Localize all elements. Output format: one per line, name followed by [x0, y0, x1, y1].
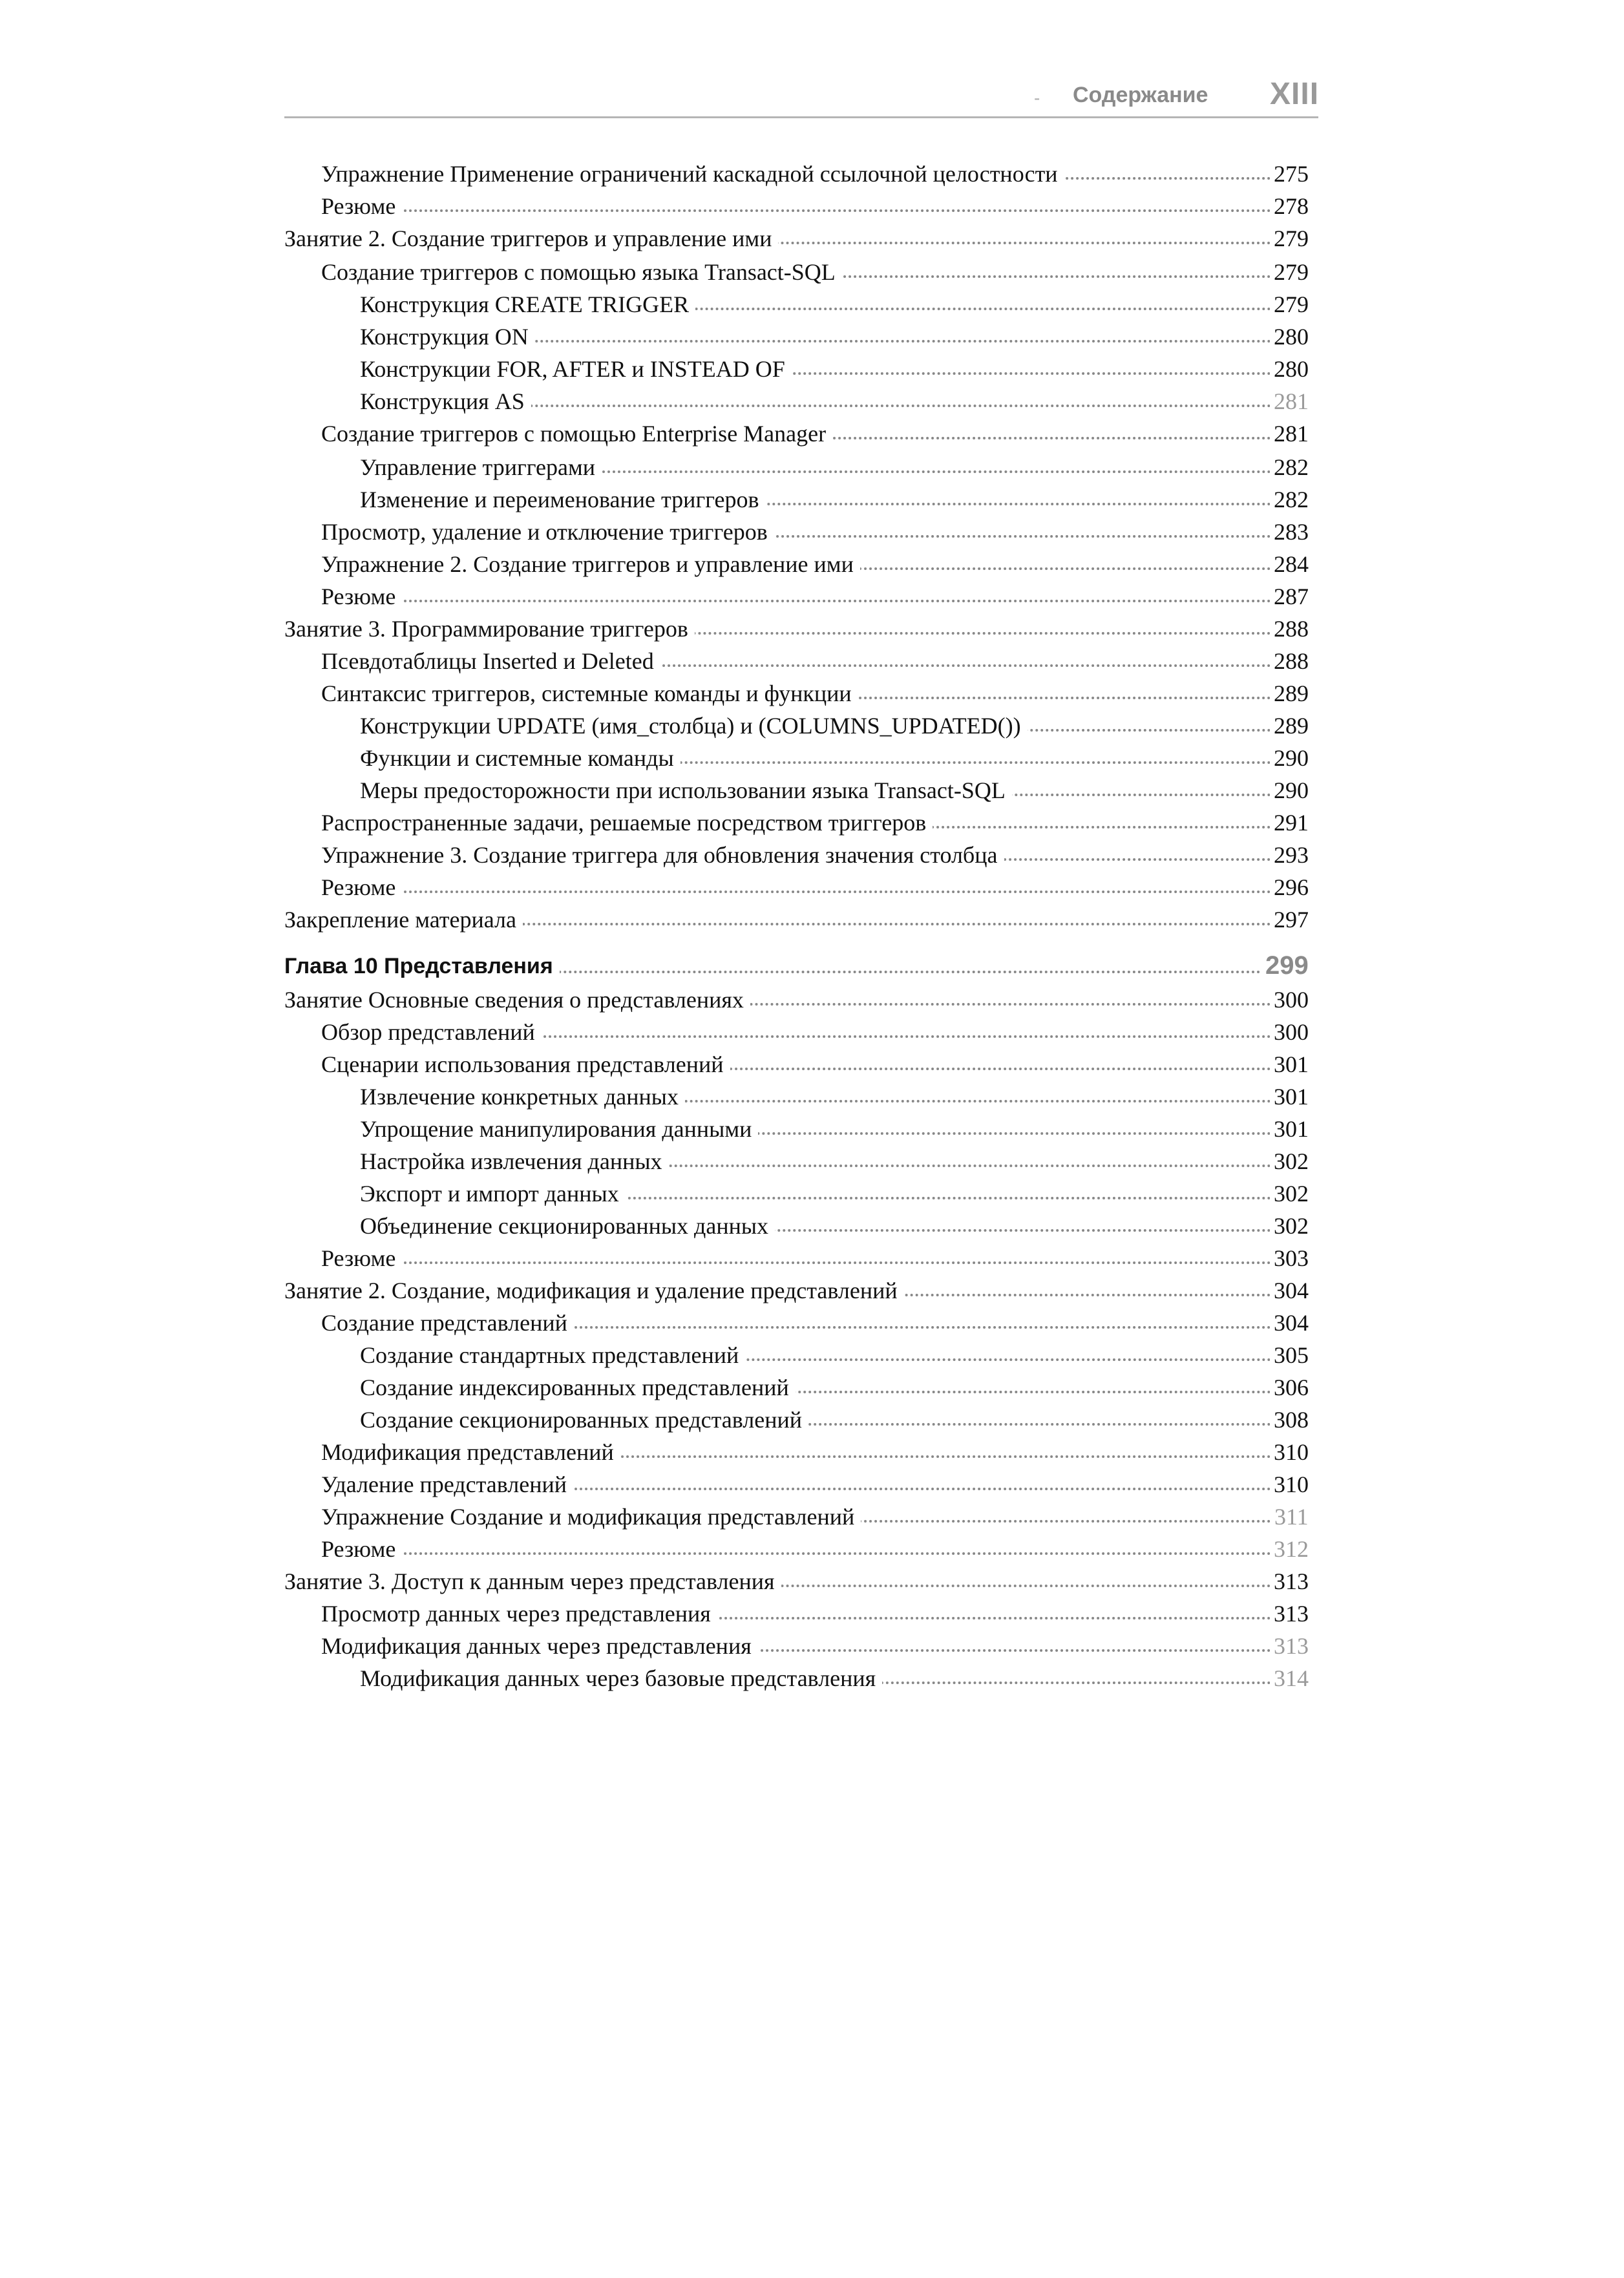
toc-row [0, 777, 1624, 809]
toc-page-number: 282 [1270, 454, 1309, 481]
toc-row [0, 323, 1624, 355]
toc-entry-title: Закрепление материала [284, 906, 523, 933]
toc-row [0, 291, 1624, 323]
toc-entry-title: Просмотр, удаление и отключение триггеров [321, 518, 774, 545]
toc-row [0, 225, 1624, 257]
toc-row [0, 258, 1624, 291]
toc-page-number: 296 [1270, 874, 1309, 901]
toc-row [0, 160, 1624, 193]
toc-entry-title: Синтаксис триггеров, системные команды и функции [321, 680, 858, 707]
toc-leader-dots [321, 1552, 1302, 1555]
toc-entry-title: Упражнение 3. Создание триггера для обновления значения столбца [321, 841, 1004, 869]
toc-entry-title: Упражнение Создание и модификация представлений [321, 1503, 861, 1530]
toc-page-number: 313 [1270, 1632, 1309, 1660]
toc-entry-title: Конструкция CREATE TRIGGER [360, 291, 695, 318]
running-header [284, 71, 1318, 123]
toc-page-number: 311 [1271, 1503, 1309, 1530]
toc-page-number: 279 [1270, 291, 1309, 318]
toc-entry-title: Упражнение 2. Создание триггеров и управление ими [321, 551, 860, 578]
toc-entry-title: Упрощение манипулирования данными [360, 1115, 758, 1143]
toc-entry-title: Извлечение конкретных данных [360, 1083, 685, 1110]
toc-page-number: 280 [1270, 323, 1309, 350]
toc-entry-title: Конструкция AS [360, 388, 531, 415]
toc-entry-title: Меры предосторожности при использовании языка Transact-SQL [360, 777, 1012, 804]
toc-row [0, 1665, 1624, 1697]
toc-entry-title: Объединение секционированных данных [360, 1212, 775, 1239]
toc-page-number: 289 [1270, 680, 1309, 707]
toc-entry-title: Занятие 2. Создание триггеров и управление ими [284, 225, 778, 252]
toc-page-number: 290 [1270, 777, 1309, 804]
toc-page-number: 306 [1270, 1374, 1309, 1401]
toc-page-number: 288 [1270, 615, 1309, 642]
toc-page-number: 284 [1270, 551, 1309, 578]
header-mark: - [1034, 88, 1040, 108]
toc-page-number: 279 [1270, 225, 1309, 252]
toc-page-number: 291 [1270, 809, 1309, 836]
toc-entry-title: Резюме [321, 874, 402, 901]
toc-page-number: 283 [1270, 518, 1309, 545]
toc-row [0, 1342, 1624, 1374]
toc-entry-title: Распространенные задачи, решаемые посредством триггеров [321, 809, 933, 836]
toc-page-number: 302 [1270, 1180, 1309, 1207]
toc-entry-title: Создание секционированных представлений [360, 1406, 808, 1433]
toc-row [0, 680, 1624, 712]
toc-page-number: 310 [1270, 1439, 1309, 1466]
toc-leader-dots [321, 1261, 1302, 1264]
toc-entry-title: Модификация данных через базовые представления [360, 1665, 882, 1692]
toc-entry-title: Модификация представлений [321, 1439, 620, 1466]
toc-row [0, 744, 1624, 777]
toc-row [0, 1535, 1624, 1568]
toc-row [0, 454, 1624, 486]
toc-entry-title: Создание представлений [321, 1309, 574, 1336]
toc-page-number: 313 [1270, 1600, 1309, 1627]
toc-row [0, 809, 1624, 841]
toc-page-number: 302 [1270, 1148, 1309, 1175]
toc-row [0, 1439, 1624, 1471]
toc-row [0, 1568, 1624, 1600]
toc-page-number: 302 [1270, 1212, 1309, 1239]
toc-entry-title: Глава 10 Представления [284, 954, 560, 979]
toc-entry-title: Создание триггеров с помощью языка Transact-SQL [321, 258, 842, 286]
toc-row [0, 712, 1624, 744]
toc-row [0, 1503, 1624, 1535]
header-page-numeral: XIII [1270, 77, 1320, 111]
toc-entry-title: Резюме [321, 193, 402, 220]
toc-page-number: 304 [1270, 1309, 1309, 1336]
toc-page-number: 312 [1270, 1535, 1309, 1563]
toc-row [0, 551, 1624, 583]
toc-entry-title: Изменение и переименование триггеров [360, 486, 765, 513]
toc-page-number: 279 [1270, 258, 1309, 286]
toc-row [0, 1374, 1624, 1406]
toc-leader-dots [321, 891, 1302, 893]
toc-page-number: 305 [1270, 1342, 1309, 1369]
toc-page-number: 281 [1270, 420, 1309, 447]
toc-row [0, 1471, 1624, 1503]
toc-row [0, 1051, 1624, 1083]
toc-entry-title: Резюме [321, 1535, 402, 1563]
toc-row [0, 1406, 1624, 1439]
toc-row [0, 648, 1624, 680]
toc-entry-title: Псевдотаблицы Inserted и Deleted [321, 648, 660, 675]
header-rule [284, 116, 1318, 118]
toc-row [0, 1180, 1624, 1212]
toc-row [0, 486, 1624, 518]
toc-entry-title: Удаление представлений [321, 1471, 573, 1498]
toc-entry-title: Конструкции UPDATE (имя_столбца) и (COLUMNS_UPDATED()) [360, 712, 1028, 739]
toc-row [0, 1018, 1624, 1051]
toc-page-number: 299 [1261, 951, 1309, 980]
toc-row [0, 193, 1624, 225]
toc-page-number: 310 [1270, 1471, 1309, 1498]
toc-row [0, 420, 1624, 452]
toc-page-number: 289 [1270, 712, 1309, 739]
toc-entry-title: Модификация данных через представления [321, 1632, 758, 1660]
toc-entry-title: Упражнение Применение ограничений каскадной ссылочной целостности [321, 160, 1064, 187]
toc-row [0, 615, 1624, 648]
toc-row [0, 841, 1624, 874]
toc-page-number: 300 [1270, 1018, 1309, 1046]
toc-entry-title: Резюме [321, 1245, 402, 1272]
toc-row [0, 1632, 1624, 1665]
header-title: Содержание [1073, 83, 1208, 107]
toc-entry-title: Конструкции FOR, AFTER и INSTEAD OF [360, 355, 792, 383]
toc-entry-title: Резюме [321, 583, 402, 610]
toc-page-number: 278 [1270, 193, 1309, 220]
toc-row [0, 1083, 1624, 1115]
toc-entry-title: Создание стандартных представлений [360, 1342, 745, 1369]
toc-entry-title: Занятие Основные сведения о представлениях [284, 986, 750, 1013]
toc-page-number: 290 [1270, 744, 1309, 772]
toc-row [0, 1212, 1624, 1245]
toc-page-number: 301 [1270, 1115, 1309, 1143]
toc-chapter-row [0, 951, 1624, 986]
toc-row [0, 1245, 1624, 1277]
toc-entry-title: Функции и системные команды [360, 744, 680, 772]
toc-page-number: 313 [1270, 1568, 1309, 1595]
toc-page-number: 314 [1270, 1665, 1309, 1692]
toc-row [0, 1600, 1624, 1632]
toc-page-number: 303 [1270, 1245, 1309, 1272]
toc-row [0, 518, 1624, 551]
toc-row [0, 1309, 1624, 1342]
toc-entry-title: Занятие 3. Программирование триггеров [284, 615, 695, 642]
toc-entry-title: Обзор представлений [321, 1018, 542, 1046]
toc-page-number: 297 [1270, 906, 1309, 933]
toc-row [0, 583, 1624, 615]
toc-page-number: 304 [1270, 1277, 1309, 1304]
toc-row [0, 1148, 1624, 1180]
toc-page-number: 287 [1270, 583, 1309, 610]
toc-page-number: 280 [1270, 355, 1309, 383]
toc-page-number: 301 [1270, 1083, 1309, 1110]
toc-page-number: 301 [1270, 1051, 1309, 1078]
toc-leader-dots [321, 600, 1302, 602]
toc-entry-title: Просмотр данных через представления [321, 1600, 717, 1627]
toc-row [0, 388, 1624, 420]
toc-entry-title: Создание индексированных представлений [360, 1374, 796, 1401]
toc-page-number: 281 [1270, 388, 1309, 415]
toc-entry-title: Настройка извлечения данных [360, 1148, 669, 1175]
toc-entry-title: Конструкция ON [360, 323, 535, 350]
toc-entry-title: Экспорт и импорт данных [360, 1180, 626, 1207]
toc-row [0, 874, 1624, 906]
toc-row [0, 906, 1624, 938]
toc-leader-dots [321, 209, 1302, 212]
toc-page-number: 282 [1270, 486, 1309, 513]
toc-entry-title: Занятие 3. Доступ к данным через представления [284, 1568, 781, 1595]
toc-page-number: 300 [1270, 986, 1309, 1013]
toc-row [0, 986, 1624, 1018]
toc-entry-title: Создание триггеров с помощью Enterprise Manager [321, 420, 832, 447]
toc-page-number: 293 [1270, 841, 1309, 869]
toc-page-number: 275 [1270, 160, 1309, 187]
toc-entry-title: Занятие 2. Создание, модификация и удаление представлений [284, 1277, 904, 1304]
toc-entry-title: Сценарии использования представлений [321, 1051, 730, 1078]
toc-row [0, 1115, 1624, 1148]
toc-row [0, 355, 1624, 388]
toc-page-number: 308 [1270, 1406, 1309, 1433]
toc-entry-title: Управление триггерами [360, 454, 602, 481]
toc-page-number: 288 [1270, 648, 1309, 675]
toc-row [0, 1277, 1624, 1309]
